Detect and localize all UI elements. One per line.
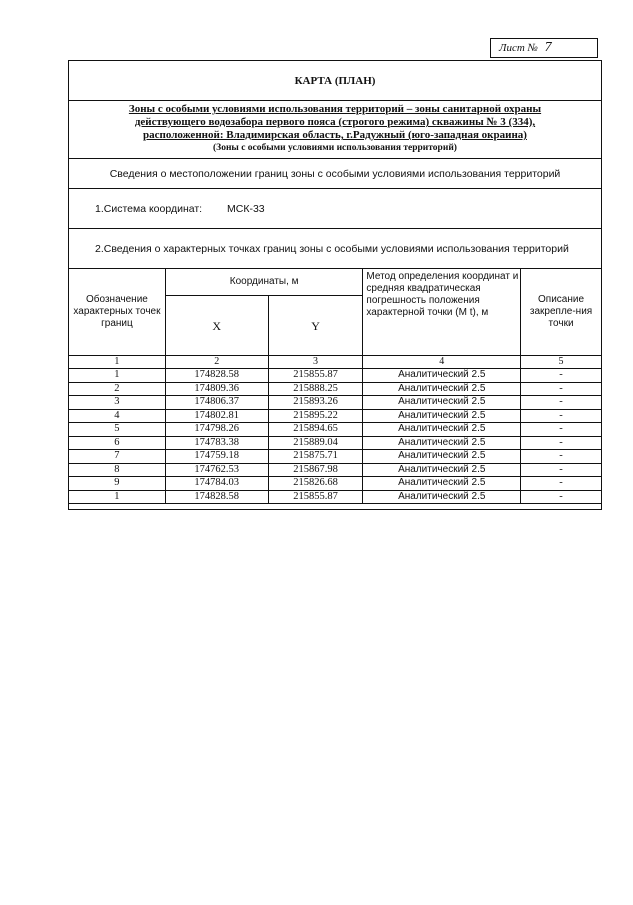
- cell-x: 174759.18: [165, 450, 268, 464]
- table-row: [69, 463, 602, 477]
- table-row: [69, 490, 602, 504]
- cell-x: 174806.37: [165, 396, 268, 410]
- table-row: [69, 423, 602, 437]
- points-heading: 2.Сведения о характерных точках границ зоны с особыми условиями использования территорий: [95, 243, 569, 255]
- cell-y: 215875.71: [268, 450, 363, 464]
- document-title: КАРТА (ПЛАН): [69, 61, 601, 101]
- cell-x: 174783.38: [165, 436, 268, 450]
- cell-y: 215889.04: [268, 436, 363, 450]
- sheet-number-box: [490, 38, 598, 58]
- table-row: [69, 409, 602, 423]
- cell-description: -: [521, 477, 602, 491]
- cell-method: Аналитический 2.5: [363, 396, 521, 410]
- header-x: X: [165, 296, 268, 356]
- zone-description: [69, 101, 601, 159]
- cell-x: 174798.26: [165, 423, 268, 437]
- cell-method: Аналитический 2.5: [363, 490, 521, 504]
- cell-point: 2: [69, 382, 166, 396]
- table-row: [69, 450, 602, 464]
- cell-description: -: [521, 450, 602, 464]
- cell-method: Аналитический 2.5: [363, 409, 521, 423]
- zone-subtitle: (Зоны с особыми условиями использования территорий): [213, 143, 457, 153]
- cell-method: Аналитический 2.5: [363, 423, 521, 437]
- sheet-number: 7: [544, 40, 552, 55]
- column-number: 4: [363, 356, 521, 369]
- table-row: [69, 369, 602, 383]
- cell-point: 1: [69, 490, 166, 504]
- cell-point: 7: [69, 450, 166, 464]
- header-description: Описание закрепле-ния точки: [521, 269, 602, 356]
- cell-x: 174828.58: [165, 369, 268, 383]
- cell-point: 5: [69, 423, 166, 437]
- cell-description: -: [521, 490, 602, 504]
- table-row: [69, 436, 602, 450]
- cell-x: 174809.36: [165, 382, 268, 396]
- cell-description: -: [521, 396, 602, 410]
- column-number: 3: [268, 356, 363, 369]
- cell-description: -: [521, 382, 602, 396]
- coordinate-system: [69, 189, 601, 229]
- cell-y: 215895.22: [268, 409, 363, 423]
- zone-line: Зоны с особыми условиями использования территорий – зоны санитарной охраны: [128, 103, 542, 115]
- cell-y: 215855.87: [268, 369, 363, 383]
- cell-description: -: [521, 369, 602, 383]
- header-y: Y: [268, 296, 363, 356]
- coordinates-table: [68, 268, 602, 504]
- info-heading: Сведения о местоположении границ зоны с особыми условиями использования территорий: [69, 159, 601, 189]
- cell-point: 9: [69, 477, 166, 491]
- zone-line: расположенной: Владимирская область, г.Радужный (юго-западная окраина): [143, 129, 527, 141]
- table-row: [69, 477, 602, 491]
- cell-y: 215867.98: [268, 463, 363, 477]
- header-point: Обозначение характерных точек границ: [69, 269, 166, 356]
- cell-point: 1: [69, 369, 166, 383]
- header-method: Метод определения координат и средняя квадратическая погрешность положения характерной точки (M t), м: [363, 269, 521, 356]
- cell-point: 8: [69, 463, 166, 477]
- cell-method: Аналитический 2.5: [363, 369, 521, 383]
- cell-method: Аналитический 2.5: [363, 382, 521, 396]
- table-row: [69, 396, 602, 410]
- cell-description: -: [521, 436, 602, 450]
- coordinate-system-value: МСК-33: [227, 203, 265, 215]
- column-number: 2: [165, 356, 268, 369]
- cell-x: 174828.58: [165, 490, 268, 504]
- cell-description: -: [521, 409, 602, 423]
- cell-x: 174802.81: [165, 409, 268, 423]
- cell-x: 174784.03: [165, 477, 268, 491]
- cell-point: 4: [69, 409, 166, 423]
- header-coords: Координаты, м: [165, 269, 363, 296]
- cell-method: Аналитический 2.5: [363, 436, 521, 450]
- cell-description: -: [521, 423, 602, 437]
- table-row: [69, 382, 602, 396]
- cell-point: 3: [69, 396, 166, 410]
- zone-line: действующего водозабора первого пояса (строгого режима) скважины № 3 (334),: [134, 116, 536, 128]
- cell-method: Аналитический 2.5: [363, 450, 521, 464]
- cell-y: 215826.68: [268, 477, 363, 491]
- column-number: 5: [521, 356, 602, 369]
- cell-y: 215894.65: [268, 423, 363, 437]
- column-numbers-row: [69, 356, 602, 369]
- cell-y: 215893.26: [268, 396, 363, 410]
- cell-y: 215855.87: [268, 490, 363, 504]
- coordinate-system-label: 1.Система координат:: [95, 203, 203, 215]
- cell-point: 6: [69, 436, 166, 450]
- column-number: 1: [69, 356, 166, 369]
- cell-method: Аналитический 2.5: [363, 463, 521, 477]
- cell-y: 215888.25: [268, 382, 363, 396]
- cell-x: 174762.53: [165, 463, 268, 477]
- sheet-label: Лист №: [499, 42, 538, 54]
- cell-description: -: [521, 463, 602, 477]
- cell-method: Аналитический 2.5: [363, 477, 521, 491]
